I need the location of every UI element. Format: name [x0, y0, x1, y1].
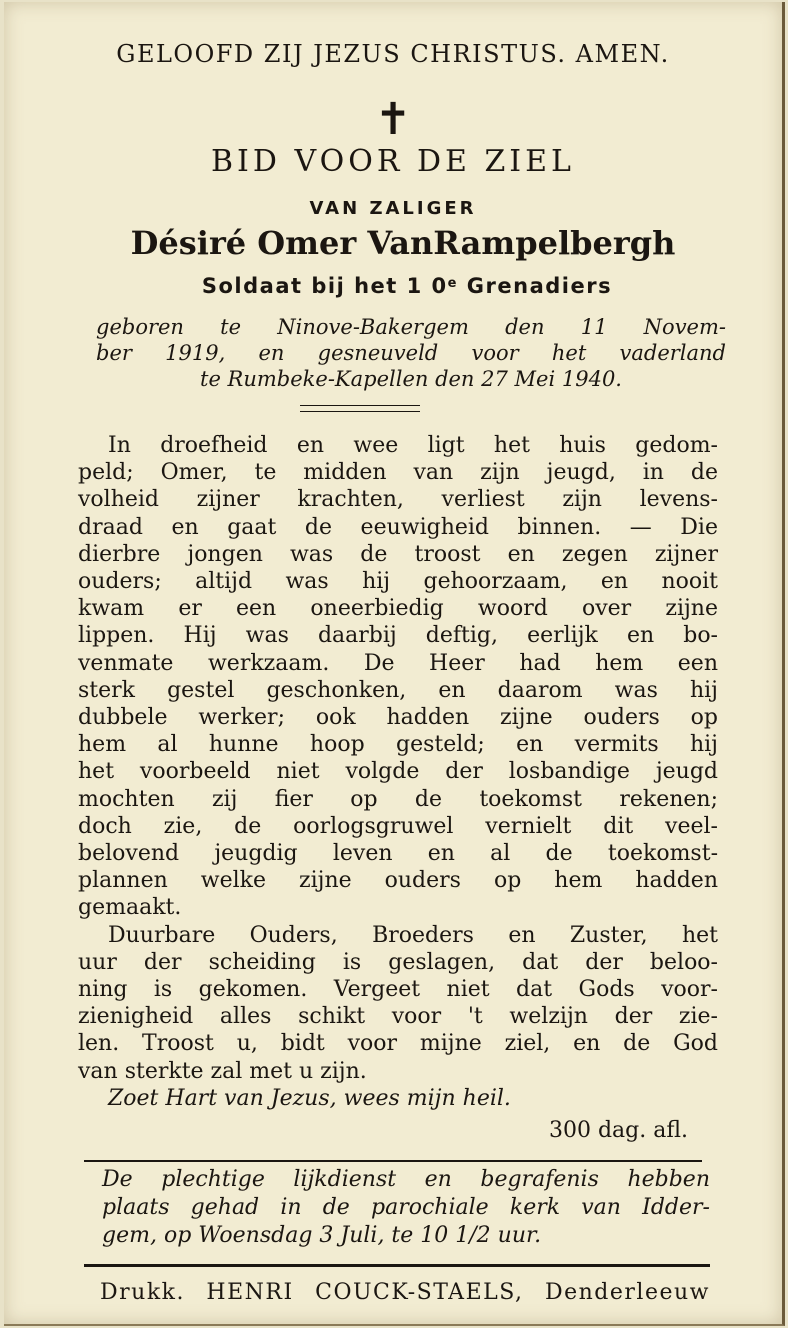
birth-line: geboren te Ninove-Bakergem den 11 Novem- [96, 315, 726, 339]
prayer-line: Zoet Hart van Jezus, wees mijn heil. [108, 1085, 511, 1111]
prayer-title: BID VOOR DE ZIEL [211, 144, 575, 179]
text-line: len. Troost u, bidt voor mijne ziel, en de God [78, 1031, 718, 1057]
memorial-card [4, 2, 785, 1326]
funeral-line: plaats gehad in de parochiale kerk van Idder- [102, 1195, 710, 1220]
military-rank [18, 274, 788, 298]
text-line: In droefheid en wee ligt het huis gedom- [108, 433, 718, 458]
rank-post: Grenadiers [458, 274, 613, 298]
rank-sup: e [447, 276, 458, 291]
funeral-info [102, 1166, 710, 1250]
text-line: draad en gaat de eeuwigheid binnen. — Die [78, 514, 718, 540]
text-line: belovend jeugdig leven en al de toekomst- [78, 841, 718, 867]
text-line: lippen. Hij was daarbij deftig, eerlijk en bo- [78, 623, 718, 649]
text-line: van sterkte zal met u zijn. [78, 1058, 367, 1084]
text-line: dierbre jongen was de troost en zegen zijner [78, 541, 718, 567]
text-line: peld; Omer, te midden van zijn jeugd, in de [78, 460, 718, 486]
divider [84, 1264, 710, 1267]
birth-line: te Rumbeke-Kapellen den 27 Mei 1940. [200, 367, 622, 391]
birth-death-info [96, 314, 726, 392]
cross-icon: ✝ [374, 94, 412, 145]
rank-pre: Soldaat bij het 1 0 [201, 274, 448, 298]
text-line: dubbele werker; ook hadden zijne ouders op [78, 705, 718, 731]
text-line: ouders; altijd was hij gehoorzaam, en nooit [78, 569, 718, 595]
text-line: plannen welke zijne ouders op hem hadden [78, 868, 718, 894]
birth-line: ber 1919, en gesneuveld voor het vaderland [96, 341, 726, 365]
funeral-line: gem, op Woensdag 3 Juli, te 10 1/2 uur. [102, 1223, 542, 1248]
text-line: het voorbeeld niet volgde der losbandige jeugd [78, 759, 718, 785]
text-line: zienigheid alles schikt voor 't welzijn der zie- [78, 1004, 718, 1030]
text-line: Duurbare Ouders, Broeders en Zuster, het [108, 922, 718, 948]
text-line: ning is gekomen. Vergeet niet dat Gods voor- [78, 977, 718, 1003]
text-line: hem al hunne hoop gesteld; en vermits hij [78, 732, 718, 758]
deceased-name: Désiré Omer VanRampelbergh [130, 224, 676, 262]
text-line: doch zie, de oorlogsgruwel vernielt dit veel- [78, 813, 718, 839]
printer-credit: Drukk. HENRI COUCK-STAELS, Denderleeuw [100, 1280, 710, 1305]
text-line: gemaakt. [78, 895, 182, 921]
divider [84, 1160, 702, 1162]
text-line: mochten zij fier op de toekomst rekenen; [78, 786, 718, 812]
funeral-line: De plechtige lijkdienst en begrafenis hebben [102, 1167, 710, 1192]
van-zaliger: VAN ZALIGER [309, 198, 477, 219]
memorial-text [78, 432, 718, 1112]
invocation: GELOOFD ZIJ JEZUS CHRISTUS. AMEN. [116, 40, 670, 68]
indulgence: 300 dag. afl. [548, 1118, 688, 1143]
text-line: kwam er een oneerbiedig woord over zijne [78, 596, 718, 622]
double-divider [300, 405, 420, 412]
text-line: uur der scheiding is geslagen, dat der beloo- [78, 949, 718, 975]
text-line: sterk gestel geschonken, en daarom was hij [78, 677, 718, 703]
text-line: volheid zijner krachten, verliest zijn levens- [78, 487, 718, 513]
text-line: venmate werkzaam. De Heer had hem een [78, 650, 718, 676]
